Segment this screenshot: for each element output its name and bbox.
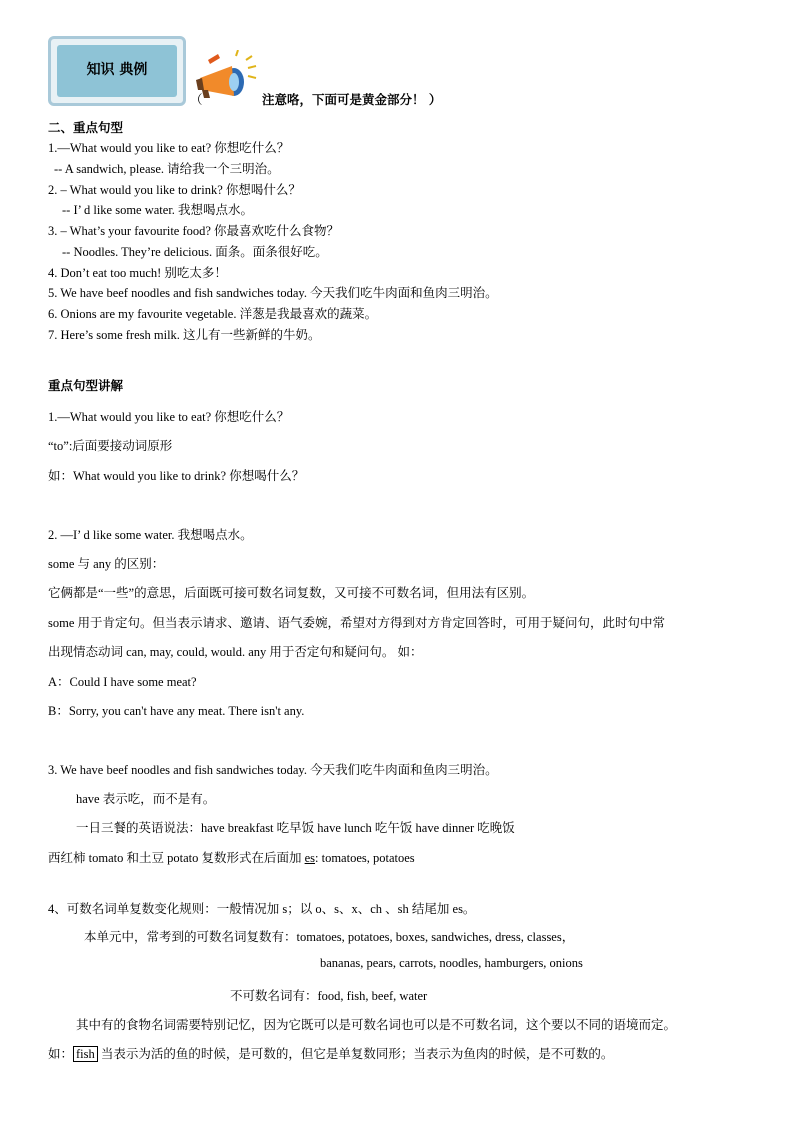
- fish-intro: 如：: [48, 1047, 74, 1061]
- example-a: A：Could I have some meat?: [48, 675, 197, 689]
- sentence-line: 2. – What would you like to drink? 你想喝什么？: [48, 183, 301, 197]
- paragraph: bananas, pears, carrots, noodles, hamburgers, onions: [320, 956, 583, 970]
- sentence-line: 3. – What’s your favourite food? 你最喜欢吃什么食物？: [48, 224, 340, 238]
- fish-explanation: 当表示为活的鱼的时候，是可数的，但它是单复数同形；当表示为鱼肉的时候，是不可数的。: [97, 1047, 614, 1061]
- paragraph: some 与 any 的区别：: [48, 557, 165, 571]
- section-title-inner: [57, 45, 177, 97]
- paragraph: have 表示吃，而不是有。: [76, 792, 216, 806]
- paragraph: 它俩都是“一些”的意思，后面既可接可数名词复数，又可接不可数名词，但用法有区别。: [48, 586, 535, 600]
- paragraph: 如：What would you like to drink? 你想喝什么？: [48, 469, 305, 483]
- section-heading-key-sentences: 二、重点句型: [48, 120, 124, 135]
- paragraph: 3. We have beef noodles and fish sandwiches today. 今天我们吃牛肉面和鱼肉三明治。: [48, 763, 498, 777]
- underlined-es: es: [304, 851, 316, 865]
- example-b: B：Sorry, you can't have any meat. There isn't any.: [48, 704, 305, 718]
- paragraph: “to”:后面要接动词原形: [48, 439, 173, 453]
- note-open-paren: （: [190, 93, 203, 107]
- paragraph-plural-es: [48, 848, 415, 866]
- sentence-line: 5. We have beef noodles and fish sandwiches today. 今天我们吃牛肉面和鱼肉三明治。: [48, 286, 498, 300]
- plural-es-intro: 西红柿 tomato 和土豆 potato 复数形式在后面加: [48, 851, 302, 865]
- sentence-line: 6. Onions are my favourite vegetable. 洋葱是我最喜欢的蔬菜。: [48, 307, 378, 321]
- paragraph: 4、可数名词单复数变化规则：一般情况加 s；以 o、s、x、ch 、sh 结尾加 es。: [48, 902, 476, 916]
- paragraph: 1.—What would you like to eat? 你想吃什么？: [48, 410, 290, 424]
- section-heading-explanation: 重点句型讲解: [48, 378, 124, 393]
- header-note: 注意咯，下面可是黄金部分！ ）: [262, 92, 442, 107]
- sentence-line: 1.—What would you like to eat? 你想吃什么？: [48, 141, 290, 155]
- sentence-line: -- I’ d like some water. 我想喝点水。: [62, 203, 254, 217]
- boxed-fish: fish: [73, 1046, 98, 1062]
- sentence-line: -- A sandwich, please. 请给我一个三明治。: [54, 162, 280, 176]
- paragraph-fish: [48, 1044, 613, 1062]
- sentence-line: -- Noodles. They’re delicious. 面条。面条很好吃。: [62, 245, 328, 259]
- paragraph: 本单元中，常考到的可数名词复数有：tomatoes, potatoes, boxes, sandwiches, dress, classes，: [84, 930, 575, 944]
- paragraph: 其中有的食物名词需要特别记忆，因为它既可以是可数名词也可以是不可数名词，这个要以不同的语境而定。: [76, 1018, 677, 1032]
- paragraph: 一日三餐的英语说法：have breakfast 吃早饭 have lunch 吃午饭 have dinner 吃晚饭: [76, 821, 515, 835]
- section-title-box: [48, 36, 186, 106]
- paragraph: some 用于肯定句。但当表示请求、邀请、语气委婉，希望对方得到对方肯定回答时，可用于疑问句，此时句中常: [48, 616, 666, 630]
- paragraph: 不可数名词有：food, fish, beef, water: [230, 989, 428, 1003]
- sentence-line: 7. Here’s some fresh milk. 这儿有一些新鲜的牛奶。: [48, 328, 321, 342]
- plural-es-examples: : tomatoes, potatoes: [315, 851, 415, 865]
- paragraph: 出现情态动词 can, may, could, would. any 用于否定句和疑问句。 如：: [48, 645, 423, 659]
- section-title: 知识 典例: [86, 62, 148, 78]
- sentence-line: 4. Don’t eat too much! 别吃太多！: [48, 266, 227, 280]
- paragraph: 2. —I’ d like some water. 我想喝点水。: [48, 528, 253, 542]
